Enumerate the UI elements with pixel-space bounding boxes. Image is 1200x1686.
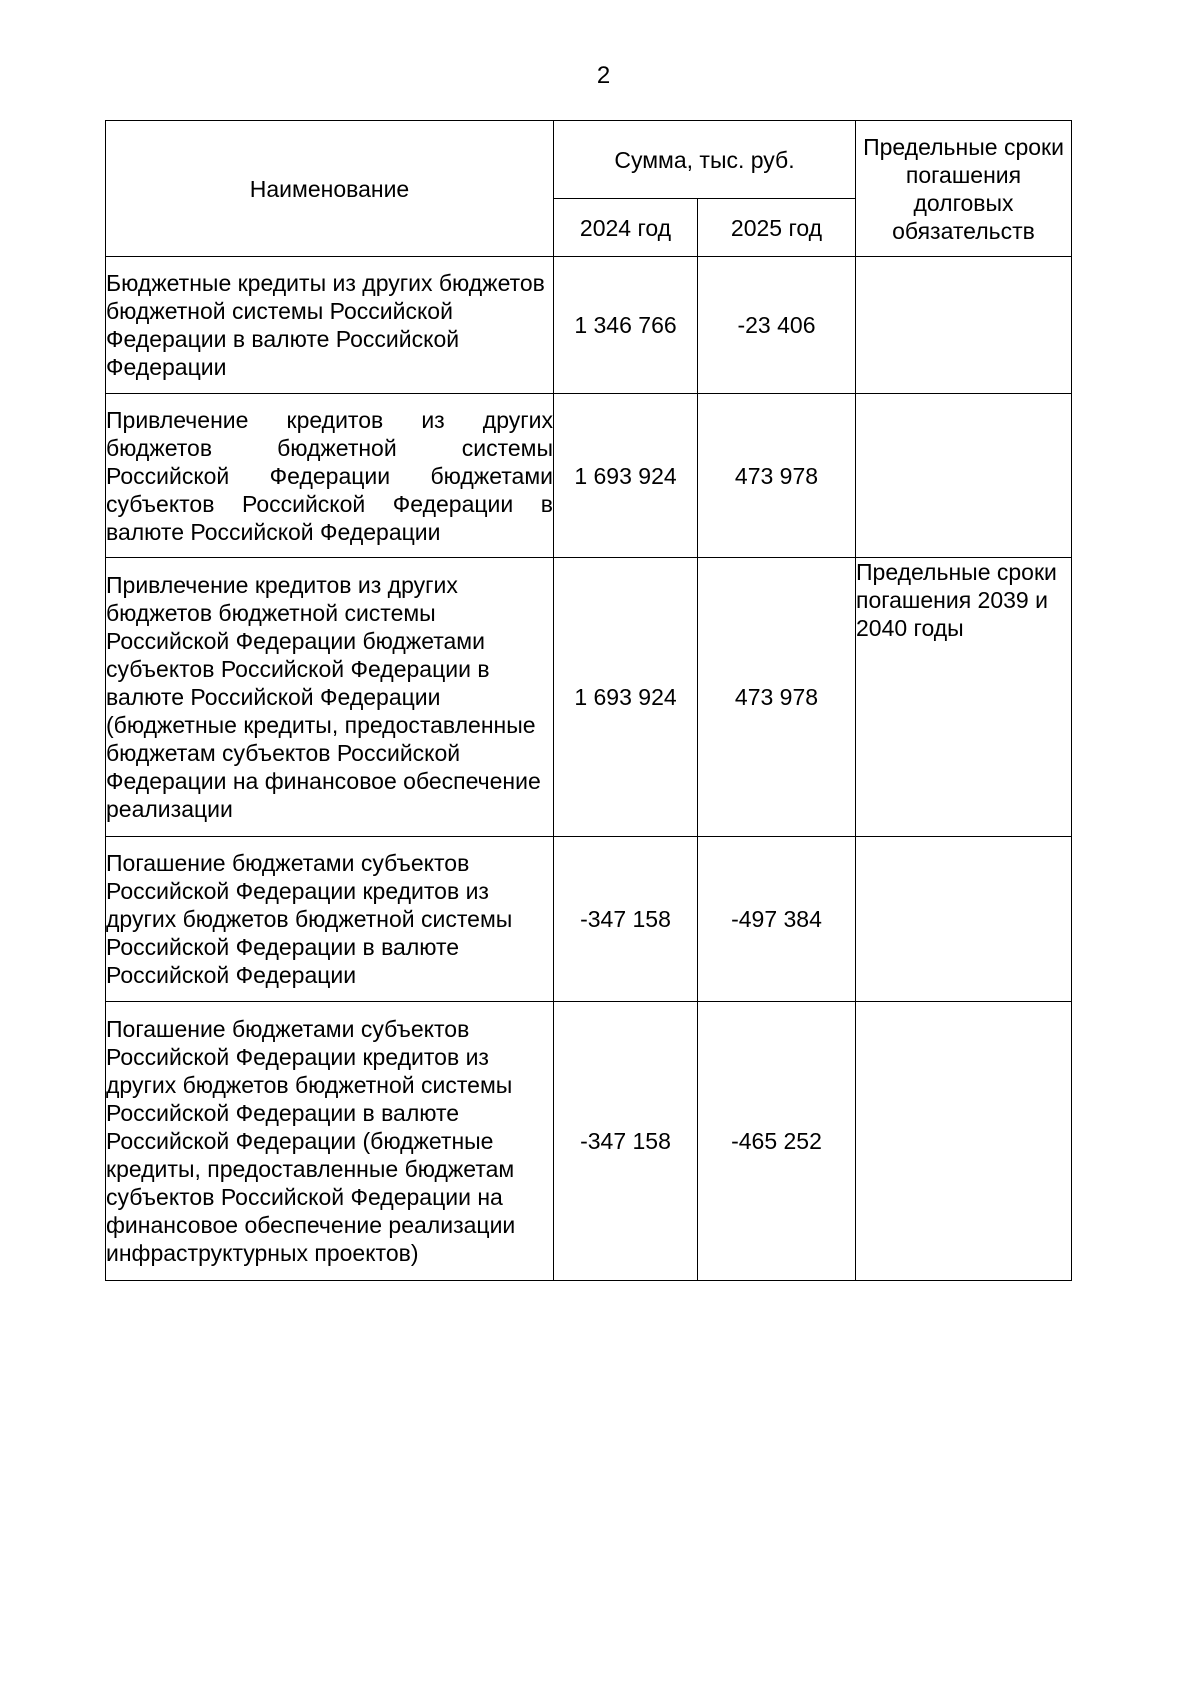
row-name: Бюджетные кредиты из других бюджетов бюджетной системы Российской Федерации в валюте Российской Федерации <box>106 257 554 394</box>
row-term <box>856 394 1072 558</box>
header-name: Наименование <box>106 121 554 257</box>
budget-credits-table <box>105 120 1072 1281</box>
row-value-2025: -465 252 <box>698 1002 856 1281</box>
page-number: 2 <box>596 62 611 89</box>
row-value-2025: -497 384 <box>698 837 856 1002</box>
row-name: Привлечение кредитов из других бюджетов бюджетной системы Российской Федерации бюджетами субъектов Российской Федерации в валюте Российской Федерации <box>106 394 554 558</box>
table-row <box>106 394 1072 558</box>
row-value-2025: 473 978 <box>698 558 856 837</box>
table-row <box>106 837 1072 1002</box>
row-name: Привлечение кредитов из других бюджетов бюджетной системы Российской Федерации бюджетами субъектов Российской Федерации в валюте Российской Федерации (бюджетные кредиты, предоставленные бюджетам субъектов Российской Федерации на финансовое обеспечение реализации <box>106 558 554 837</box>
header-year-2024: 2024 год <box>554 199 698 257</box>
row-value-2024: -347 158 <box>554 1002 698 1281</box>
row-value-2025: 473 978 <box>698 394 856 558</box>
header-term: Предельные сроки погашения долговых обязательств <box>856 121 1072 257</box>
header-sum: Сумма, тыс. руб. <box>554 121 856 199</box>
header-year-2025: 2025 год <box>698 199 856 257</box>
row-name: Погашение бюджетами субъектов Российской Федерации кредитов из других бюджетов бюджетной системы Российской Федерации в валюте Российской Федерации (бюджетные кредиты, предоставленные бюджетам субъектов Российской Федерации на финансовое обеспечение реализации инфраструктурных проектов) <box>106 1002 554 1281</box>
table-row <box>106 257 1072 394</box>
table-row <box>106 1002 1072 1281</box>
row-term: Предельные сроки погашения 2039 и 2040 годы <box>856 558 1072 837</box>
table-header-row <box>106 121 1072 199</box>
row-value-2024: 1 346 766 <box>554 257 698 394</box>
row-value-2024: -347 158 <box>554 837 698 1002</box>
row-name: Погашение бюджетами субъектов Российской Федерации кредитов из других бюджетов бюджетной системы Российской Федерации в валюте Российской Федерации <box>106 837 554 1002</box>
row-value-2024: 1 693 924 <box>554 394 698 558</box>
row-value-2025: -23 406 <box>698 257 856 394</box>
table-row <box>106 558 1072 837</box>
row-value-2024: 1 693 924 <box>554 558 698 837</box>
row-term <box>856 1002 1072 1281</box>
row-term <box>856 257 1072 394</box>
row-term <box>856 837 1072 1002</box>
